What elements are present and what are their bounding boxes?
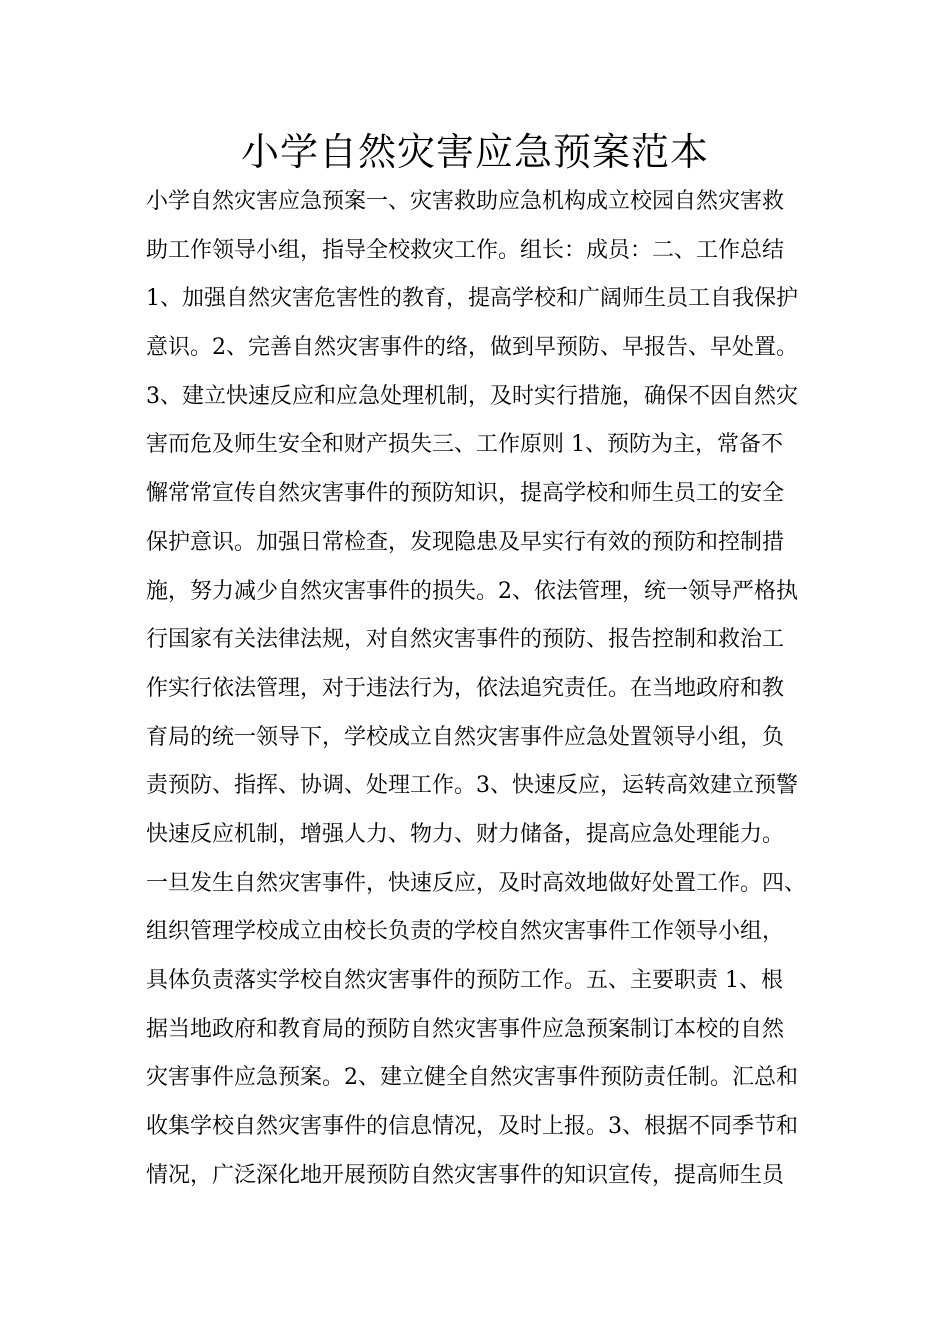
text-line: 3、建立快速反应和应急处理机制，及时实行措施，确保不因自然灾 — [146, 383, 798, 409]
text-line: 施，努力减少自然灾害事件的损失。2、依法管理，统一领导严格执 — [146, 578, 798, 604]
text-line: 保护意识。加强日常检查，发现隐患及早实行有效的预防和控制措 — [146, 529, 785, 555]
text-line: 据当地政府和教育局的预防自然灾害事件应急预案制订本校的自然 — [146, 1016, 785, 1042]
text-line: 责预防、指挥、协调、处理工作。3、快速反应，运转高效建立预警 — [146, 773, 798, 799]
text-line: 快速反应机制，增强人力、物力、财力储备，提高应急处理能力。 — [146, 821, 785, 847]
text-line: 懈常常宣传自然灾害事件的预防知识，提高学校和师生员工的安全 — [146, 481, 785, 507]
text-line: 收集学校自然灾害事件的信息情况，及时上报。3、根据不同季节和 — [146, 1114, 798, 1140]
text-line: 小学自然灾害应急预案一、灾害救助应急机构成立校园自然灾害救 — [146, 189, 785, 214]
text-line: 行国家有关法律法规，对自然灾害事件的预防、报告控制和救治工 — [146, 627, 785, 653]
text-line: 1、加强自然灾害危害性的教育，提高学校和广阔师生员工自我保护 — [146, 286, 798, 312]
text-line: 灾害事件应急预案。2、建立健全自然灾害事件预防责任制。汇总和 — [146, 1065, 798, 1091]
text-line: 育局的统一领导下，学校成立自然灾害事件应急处置领导小组，负 — [146, 724, 785, 750]
text-line: 情况，广泛深化地开展预防自然灾害事件的知识宣传，提高师生员 — [146, 1162, 785, 1188]
text-line: 助工作领导小组，指导全校救灾工作。组长：成员：二、工作总结 — [146, 237, 785, 263]
text-line: 组织管理学校成立由校长负责的学校自然灾害事件工作领导小组， — [146, 919, 785, 945]
document-body — [146, 178, 836, 1200]
document-title: 小学自然灾害应急预案范本 — [240, 130, 709, 174]
text-line: 一旦发生自然灾害事件，快速反应，及时高效地做好处置工作。四、 — [146, 870, 807, 896]
text-line: 作实行依法管理，对于违法行为，依法追究责任。在当地政府和教 — [146, 675, 785, 701]
text-line: 害而危及师生安全和财产损失三、工作原则 1、预防为主，常备不 — [146, 432, 783, 458]
text-line: 意识。2、完善自然灾害事件的络，做到早预防、早报告、早处置。 — [146, 335, 798, 361]
text-line: 具体负责落实学校自然灾害事件的预防工作。五、主要职责 1、根 — [146, 968, 783, 993]
